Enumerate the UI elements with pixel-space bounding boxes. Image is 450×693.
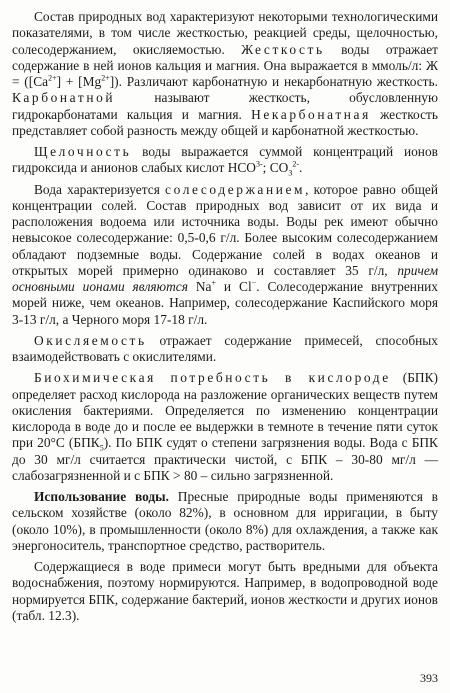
text-run-sup: 2- <box>292 159 299 169</box>
text-run-sp: Жесткость <box>241 41 325 57</box>
text-run: (БПК) определяет расход кислорода на разложение органических веществ путем окисления бактериями. Определяется по изменению концентрации кислорода в воде до и после ее выдержки в темноте в течение пяти суток при 20°С (БПК <box>12 370 438 451</box>
text-run: Содержащиеся в воде примеси могут быть вредными для объекта водоснабжения, поэтому нормируются. Например, в водопроводной воде нормируется БПК, содержание бактерий, ионов жесткости и других ионов (табл. 12.3). <box>12 559 438 623</box>
paragraph <box>12 9 438 139</box>
text-run: ; СО <box>262 160 289 176</box>
text-run: ]). Различают карбонатную и некарбонатную жесткость. <box>109 74 438 89</box>
text-run-sp: Некарбонатная <box>251 106 371 122</box>
text-run-sub: 3 <box>288 168 293 178</box>
paragraph <box>12 489 438 554</box>
paragraph <box>12 559 438 624</box>
text-run: , которое равно общей концентрации солей. Состав природных вод зависит от их вида и расположения водоема или источника воды. Воды рек имеют обычно невысокое солесодержание: 0,5-0,6 г/л. Более высоким солесодержанием обладают подземные воды. Содержание солей в водах океанов и открытых морей примерно одинаково и составляет 35 г/л, <box>12 181 438 278</box>
text-run-sup: 2+ <box>48 73 57 83</box>
text-run: воды отражает содержание в ней ионов кальция и магния. Она выражается в ммоль/л: Ж = ([Ca <box>12 41 438 89</box>
text-run-sp: Биохимическая потребность в кислороде <box>34 370 391 386</box>
paragraph <box>12 182 438 328</box>
text-run: Состав природных вод характеризуют некоторыми технологическими показателями, в том числе жесткостью, реакцией среды, щелочностью, солесодержанием, окисляемостью. <box>12 9 438 57</box>
text-run: . <box>299 160 303 176</box>
text-run: Na <box>187 279 212 294</box>
text-run: Пресные природные воды применяются в сельском хозяйстве (около 82%), в основном для ирригации, в быту (около 10%), в промышленности (около 8%) для охлаждения, а также как энергоноситель, транспортное средство, растворитель. <box>12 489 438 553</box>
paragraph <box>12 370 438 484</box>
text-run-sup: 2+ <box>101 73 110 83</box>
text-run: Вода характеризуется <box>34 181 166 197</box>
text-run: ] + [Mg <box>56 74 102 89</box>
body-text <box>12 9 438 629</box>
paragraph <box>12 144 438 177</box>
text-run: называют жесткость, обусловленную гидрокарбонатами кальция и магния. <box>12 90 438 122</box>
text-run-sub: 5 <box>99 443 104 453</box>
text-run: воды выражается суммой концентраций ионов гидроксида и анионов слабых кислот НСО <box>12 144 438 176</box>
text-run: и Cl <box>216 279 252 294</box>
page-number: 393 <box>420 671 438 685</box>
text-run-sp: Карбонатной <box>12 90 116 106</box>
text-run-i: причем основными ионами являются <box>12 262 438 294</box>
text-run: жесткость представляет собой разность между общей и карбонатной жесткостью. <box>12 106 438 138</box>
text-run-b: Использование воды. <box>34 489 169 504</box>
text-run-sup: − <box>251 278 257 288</box>
text-run-sp: Окисляемость <box>34 332 147 348</box>
text-run-sup: 3- <box>255 159 263 169</box>
text-run-sup: + <box>211 278 216 288</box>
text-run-sp: солесодержанием <box>165 181 306 197</box>
text-run: ). По БПК судят о степени загрязнения воды. Вода с БПК до 30 мг/л считается практически чистой, с БПК – 30-80 мг/л — слабозагрязненной и с БПК > 80 – сильно загрязненной. <box>12 435 438 483</box>
text-run-sp: Щелочность <box>34 144 132 159</box>
text-run: отражает содержание примесей, способных взаимодействовать с окислителями. <box>12 332 438 364</box>
paragraph <box>12 333 438 366</box>
text-run: . Солесодержание внутренних морей ниже, чем океанов. Например, солесодержание Каспийского моря 3-13 г/л, а Черного моря 17-18 г/л. <box>12 279 438 327</box>
